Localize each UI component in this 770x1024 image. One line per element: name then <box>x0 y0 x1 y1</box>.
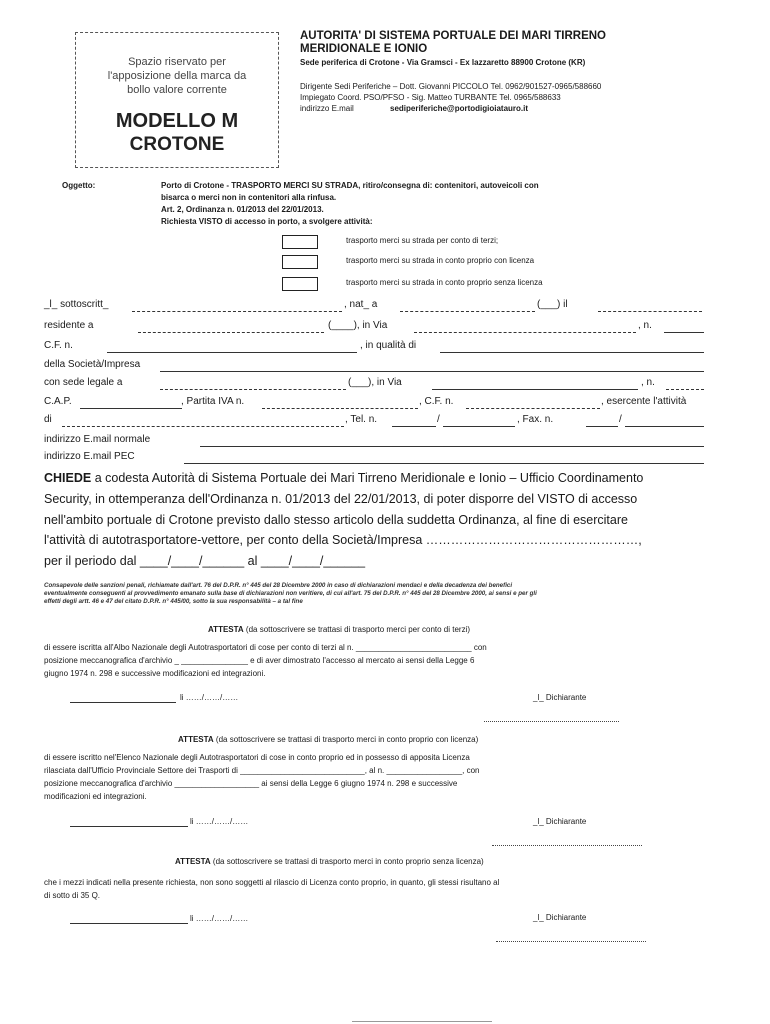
phone-prefix-field[interactable] <box>392 426 436 427</box>
attest1-line3: giugno 1974 n. 298 e successive modificazioni ed integrazioni. <box>44 669 266 678</box>
branch-address: Sede periferica di Crotone - Via Gramsci - Ex lazzaretto 88900 Crotone (KR) <box>300 58 586 67</box>
legal-seat-label: con sede legale a <box>44 377 123 388</box>
residence-street-label: (____), in Via <box>328 320 388 331</box>
option-own-account-unlicensed-label: trasporto merci su strada in conto proprio senza licenza <box>346 278 543 287</box>
email-pec-field[interactable] <box>184 463 704 464</box>
model-title: MODELLO M <box>115 110 239 132</box>
contact-line1: Dirigente Sedi Periferiche – Dott. Giovanni PICCOLO Tel. 0962/901527-0965/588660 <box>300 82 602 91</box>
disclaimer-line2: eventualmente conseguenti al provvedimento emanato sulla base di dichiarazioni non veritiere, di cui all'art. 75 del D.P.R. n° 445 del 28 Dicembre 2000, ai sensi e per gli <box>44 590 537 597</box>
role-label: , in qualità di <box>360 340 417 351</box>
birthplace-field[interactable] <box>400 311 535 312</box>
contact-line2: Impiegato Coord. PSO/PFSO - Sig. Matteo TURBANTE Tel. 0965/588633 <box>300 93 561 102</box>
birthdate-field[interactable] <box>598 311 702 312</box>
request-line1-text: a codesta Autorità di Sistema Portuale dei Mari Tirreno Meridionale e Ionio – Ufficio Coordinamento <box>91 471 644 485</box>
born-label: , nat_ a <box>344 299 378 310</box>
attest2-signature-line[interactable] <box>492 845 642 846</box>
request-line3: nell'ambito portuale di Crotone previsto dallo stesso articolo della suddetta Ordinanza, al fine di esercitare <box>44 513 628 527</box>
cap-field[interactable] <box>80 408 182 409</box>
residence-number-field[interactable] <box>664 332 704 333</box>
stamp-label-line1: Spazio riservato per <box>128 56 226 68</box>
attest1-condition: (da sottoscrivere se trattasi di trasporto merci per conto di terzi) <box>243 625 471 634</box>
attest2-title <box>178 735 478 745</box>
vat-field[interactable] <box>262 408 418 409</box>
attest1-signature-line[interactable] <box>484 721 619 722</box>
residence-number-label: , n. <box>638 320 652 331</box>
subject-label: Oggetto: <box>62 181 96 190</box>
activity-field[interactable] <box>62 426 344 427</box>
stamp-label-line2: l'apposizione della marca da <box>107 70 247 82</box>
attest3-date[interactable]: li ……/……/…… <box>190 914 249 923</box>
attest3-signature-line[interactable] <box>496 941 646 942</box>
legal-seat-number-field[interactable] <box>666 389 704 390</box>
period-line: per il periodo dal ____/____/______ al ____/____/______ <box>44 554 366 568</box>
email-pec-label: indirizzo E.mail PEC <box>44 451 135 462</box>
attest2-keyword: ATTESTA <box>178 735 214 744</box>
request-line2: Security, in ottemperanza dell'Ordinanza n. 01/2013 del 22/01/2013, di poter disporre del VISTO di accesso <box>44 492 638 506</box>
birth-province-label: (___) il <box>537 299 568 310</box>
checkbox-own-account-licensed[interactable] <box>282 255 318 269</box>
disclaimer-line1: Consapevole delle sanzioni penali, richiamate dall'art. 76 del D.P.R. n° 445 del 28 Dicembre 2000 in caso di dichiarazioni mendaci e della decadenza dei benefici <box>44 582 513 589</box>
legal-seat-number-label: , n. <box>641 377 655 388</box>
company-field[interactable] <box>160 371 704 372</box>
attest3-line2: di sotto di 35 Q. <box>44 891 101 900</box>
attest3-title <box>175 857 484 867</box>
fax-separator: / <box>619 414 622 425</box>
attest2-date[interactable]: li ……/……/…… <box>190 817 249 826</box>
phone-separator: / <box>437 414 440 425</box>
attest1-line2: posizione meccanografica d'archivio _ _______________ e di aver dimostrato l'accesso al mercato ai sensi della Legge 6 <box>44 656 475 665</box>
attest2-line4: modificazioni ed integrazioni. <box>44 792 147 801</box>
company-tax-code-field[interactable] <box>466 408 600 409</box>
attest2-condition: (da sottoscrivere se trattasi di trasporto merci in conto proprio con licenza) <box>213 735 479 744</box>
authority-name-line2: MERIDIONALE E IONIO <box>300 43 428 55</box>
company-label: della Società/Impresa <box>44 359 141 370</box>
authority-name-line1: AUTORITA' DI SISTEMA PORTUALE DEI MARI TIRRENO <box>300 30 606 42</box>
request-keyword: CHIEDE <box>44 471 92 485</box>
attest1-keyword: ATTESTA <box>208 625 244 634</box>
phone-label: , Tel. n. <box>345 414 378 425</box>
model-city: CROTONE <box>129 134 225 155</box>
activity-of-label: di <box>44 414 52 425</box>
email-value[interactable]: sediperiferiche@portodigioiatauro.it <box>390 104 529 113</box>
attest3-keyword: ATTESTA <box>175 857 211 866</box>
disclaimer-line3: effetti degli artt. 46 e 47 del citato D.P.R. n° 445/00, sotto la sua responsabilità – a tal fine <box>44 598 303 605</box>
stamp-label-line3: bollo valore corrente <box>127 84 227 96</box>
fax-number-field[interactable] <box>625 426 704 427</box>
attest1-date[interactable]: li ……/……/…… <box>180 693 239 702</box>
request-line1 <box>44 468 643 488</box>
undersigned-label: _l_ sottoscritt_ <box>44 299 109 310</box>
checkbox-third-party[interactable] <box>282 235 318 249</box>
email-normal-field[interactable] <box>200 446 704 447</box>
subject-line3: Art. 2, Ordinanza n. 01/2013 del 22/01/2013. <box>161 205 324 214</box>
subject-line4: Richiesta VISTO di accesso in porto, a svolgere attività: <box>161 217 373 226</box>
phone-number-field[interactable] <box>443 426 515 427</box>
attest1-signer-label: _l_ Dichiarante <box>533 693 587 702</box>
checkbox-own-account-unlicensed[interactable] <box>282 277 318 291</box>
email-normal-label: indirizzo E.mail normale <box>44 434 151 445</box>
attest2-place-field[interactable] <box>70 826 188 827</box>
request-line4: l'attività di autotrasportatore-vettore, per conto della Società/Impresa ……………………………………………, <box>44 533 642 547</box>
attest2-signer-label: _l_ Dichiarante <box>533 817 587 826</box>
legal-seat-city-field[interactable] <box>160 389 346 390</box>
legal-seat-street-label: (___), in Via <box>348 377 402 388</box>
attest1-line1: di essere iscritta all'Albo Nazionale degli Autotrasportatori di cose per conto di terzi al n. __________________________ con <box>44 643 487 652</box>
attest3-place-field[interactable] <box>70 923 188 924</box>
company-tax-code-label: , C.F. n. <box>419 396 454 407</box>
subject-line2: bisarca o merci non in contenitori alla rinfusa. <box>161 193 337 202</box>
footer-rule <box>352 1021 492 1022</box>
fax-label: , Fax. n. <box>517 414 554 425</box>
attest3-signer-label: _l_ Dichiarante <box>533 913 587 922</box>
residence-city-field[interactable] <box>138 332 324 333</box>
activity-label: , esercente l'attività <box>601 396 687 407</box>
fax-prefix-field[interactable] <box>586 426 618 427</box>
tax-code-field[interactable] <box>107 352 357 353</box>
option-third-party-label: trasporto merci su strada per conto di terzi; <box>346 236 499 245</box>
attest3-condition: (da sottoscrivere se trattasi di trasporto merci in conto proprio senza licenza) <box>210 857 484 866</box>
attest2-line3: posizione meccanografica d'archivio ___________________ ai sensi della Legge 6 giugno 1974 n. 298 e successive <box>44 779 458 788</box>
vat-label: , Partita IVA n. <box>181 396 245 407</box>
email-label: indirizzo E.mail <box>300 104 354 113</box>
cap-label: C.A.P. <box>44 396 72 407</box>
legal-seat-street-field[interactable] <box>432 389 638 390</box>
attest2-line2: rilasciata dall'Ufficio Provinciale Settore dei Trasporti di ____________________________, al n. _________________, con <box>44 766 480 775</box>
option-own-account-licensed-label: trasporto merci su strada in conto proprio con licenza <box>346 256 535 265</box>
resident-label: residente a <box>44 320 94 331</box>
attest1-place-field[interactable] <box>70 702 176 703</box>
attest2-line1: di essere iscritto nel'Elenco Nazionale degli Autotrasportatori di cose in conto proprio ed in possesso di apposita Licenza <box>44 753 470 762</box>
tax-code-label: C.F. n. <box>44 340 73 351</box>
stamp-area <box>75 32 279 168</box>
residence-street-field[interactable] <box>414 332 636 333</box>
attest1-title <box>208 625 470 635</box>
attest3-line1: che i mezzi indicati nella presente richiesta, non sono soggetti al rilascio di Licenza conto proprio, in quanto, gli stessi risultano al <box>44 878 500 887</box>
role-field[interactable] <box>440 352 704 353</box>
undersigned-name-field[interactable] <box>132 311 342 312</box>
subject-line1: Porto di Crotone - TRASPORTO MERCI SU STRADA, ritiro/consegna di: contenitori, autoveicoli con <box>161 181 539 190</box>
